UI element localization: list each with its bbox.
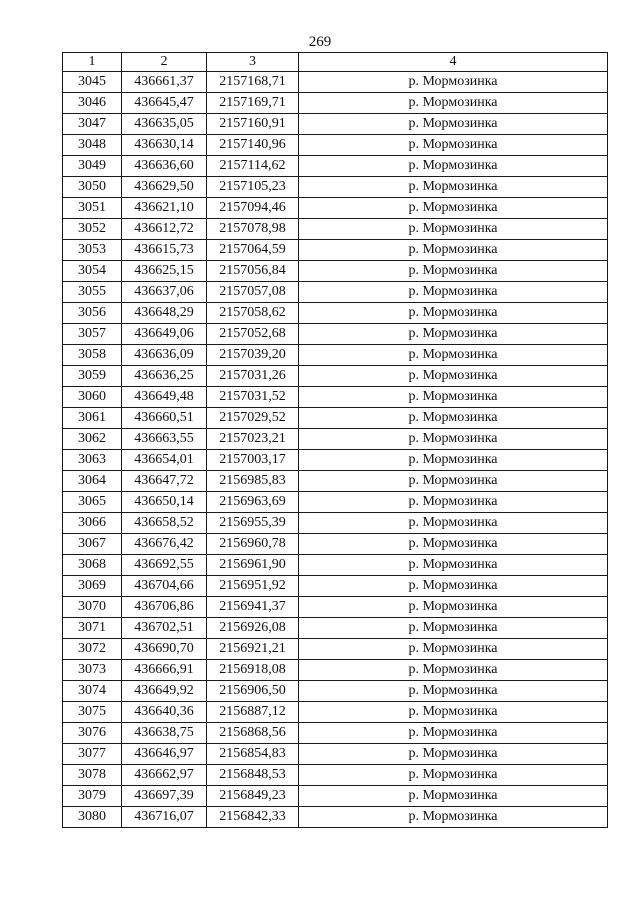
column-header-3: 3 (207, 53, 299, 72)
y-coordinate-cell: 2156854,83 (207, 744, 299, 765)
x-coordinate-cell: 436649,48 (122, 387, 207, 408)
point-number-cell: 3058 (63, 345, 122, 366)
x-coordinate-cell: 436646,97 (122, 744, 207, 765)
y-coordinate-cell: 2156887,12 (207, 702, 299, 723)
y-coordinate-cell: 2156985,83 (207, 471, 299, 492)
x-coordinate-cell: 436621,10 (122, 198, 207, 219)
point-number-cell: 3048 (63, 135, 122, 156)
y-coordinate-cell: 2156963,69 (207, 492, 299, 513)
x-coordinate-cell: 436649,06 (122, 324, 207, 345)
point-number-cell: 3067 (63, 534, 122, 555)
x-coordinate-cell: 436692,55 (122, 555, 207, 576)
y-coordinate-cell: 2156918,08 (207, 660, 299, 681)
x-coordinate-cell: 436649,92 (122, 681, 207, 702)
object-name-cell: р. Мормозинка (299, 156, 608, 177)
table-header (63, 53, 608, 72)
y-coordinate-cell: 2156921,21 (207, 639, 299, 660)
x-coordinate-cell: 436702,51 (122, 618, 207, 639)
point-number-cell: 3078 (63, 765, 122, 786)
object-name-cell: р. Мормозинка (299, 723, 608, 744)
object-name-cell: р. Мормозинка (299, 681, 608, 702)
table-row (63, 177, 608, 198)
y-coordinate-cell: 2156906,50 (207, 681, 299, 702)
table-row (63, 345, 608, 366)
table-row (63, 639, 608, 660)
point-number-cell: 3051 (63, 198, 122, 219)
y-coordinate-cell: 2157105,23 (207, 177, 299, 198)
column-header-4: 4 (299, 53, 608, 72)
header-row (63, 53, 608, 72)
object-name-cell: р. Мормозинка (299, 114, 608, 135)
table-row (63, 282, 608, 303)
table-row (63, 219, 608, 240)
object-name-cell: р. Мормозинка (299, 660, 608, 681)
point-number-cell: 3065 (63, 492, 122, 513)
table-row (63, 534, 608, 555)
object-name-cell: р. Мормозинка (299, 555, 608, 576)
y-coordinate-cell: 2156941,37 (207, 597, 299, 618)
y-coordinate-cell: 2156849,23 (207, 786, 299, 807)
table-row (63, 261, 608, 282)
y-coordinate-cell: 2156842,33 (207, 807, 299, 828)
page-number: 269 (308, 34, 332, 50)
point-number-cell: 3080 (63, 807, 122, 828)
object-name-cell: р. Мормозинка (299, 807, 608, 828)
point-number-cell: 3054 (63, 261, 122, 282)
object-name-cell: р. Мормозинка (299, 597, 608, 618)
x-coordinate-cell: 436676,42 (122, 534, 207, 555)
object-name-cell: р. Мормозинка (299, 513, 608, 534)
table-row (63, 156, 608, 177)
y-coordinate-cell: 2157057,08 (207, 282, 299, 303)
object-name-cell: р. Мормозинка (299, 135, 608, 156)
table-row (63, 93, 608, 114)
x-coordinate-cell: 436636,09 (122, 345, 207, 366)
table-row (63, 807, 608, 828)
object-name-cell: р. Мормозинка (299, 177, 608, 198)
x-coordinate-cell: 436638,75 (122, 723, 207, 744)
y-coordinate-cell: 2157029,52 (207, 408, 299, 429)
point-number-cell: 3076 (63, 723, 122, 744)
point-number-cell: 3049 (63, 156, 122, 177)
object-name-cell: р. Мормозинка (299, 303, 608, 324)
x-coordinate-cell: 436630,14 (122, 135, 207, 156)
y-coordinate-cell: 2157039,20 (207, 345, 299, 366)
x-coordinate-cell: 436648,29 (122, 303, 207, 324)
x-coordinate-cell: 436666,91 (122, 660, 207, 681)
y-coordinate-cell: 2156951,92 (207, 576, 299, 597)
column-header-1: 1 (63, 53, 122, 72)
y-coordinate-cell: 2157169,71 (207, 93, 299, 114)
x-coordinate-cell: 436658,52 (122, 513, 207, 534)
point-number-cell: 3074 (63, 681, 122, 702)
table-row (63, 450, 608, 471)
table-row (63, 597, 608, 618)
y-coordinate-cell: 2156961,90 (207, 555, 299, 576)
point-number-cell: 3050 (63, 177, 122, 198)
column-header-2: 2 (122, 53, 207, 72)
x-coordinate-cell: 436629,50 (122, 177, 207, 198)
point-number-cell: 3073 (63, 660, 122, 681)
point-number-cell: 3072 (63, 639, 122, 660)
object-name-cell: р. Мормозинка (299, 702, 608, 723)
table-row (63, 723, 608, 744)
table-row (63, 660, 608, 681)
y-coordinate-cell: 2157031,26 (207, 366, 299, 387)
table-row (63, 387, 608, 408)
object-name-cell: р. Мормозинка (299, 261, 608, 282)
x-coordinate-cell: 436647,72 (122, 471, 207, 492)
y-coordinate-cell: 2157031,52 (207, 387, 299, 408)
x-coordinate-cell: 436661,37 (122, 72, 207, 93)
coordinates-table (62, 52, 608, 828)
object-name-cell: р. Мормозинка (299, 744, 608, 765)
table-row (63, 366, 608, 387)
table-row (63, 471, 608, 492)
object-name-cell: р. Мормозинка (299, 576, 608, 597)
x-coordinate-cell: 436640,36 (122, 702, 207, 723)
y-coordinate-cell: 2157052,68 (207, 324, 299, 345)
y-coordinate-cell: 2157056,84 (207, 261, 299, 282)
x-coordinate-cell: 436615,73 (122, 240, 207, 261)
table-row (63, 198, 608, 219)
point-number-cell: 3059 (63, 366, 122, 387)
table-row (63, 513, 608, 534)
point-number-cell: 3046 (63, 93, 122, 114)
object-name-cell: р. Мормозинка (299, 72, 608, 93)
point-number-cell: 3079 (63, 786, 122, 807)
x-coordinate-cell: 436612,72 (122, 219, 207, 240)
x-coordinate-cell: 436636,60 (122, 156, 207, 177)
object-name-cell: р. Мормозинка (299, 408, 608, 429)
object-name-cell: р. Мормозинка (299, 240, 608, 261)
y-coordinate-cell: 2157094,46 (207, 198, 299, 219)
point-number-cell: 3057 (63, 324, 122, 345)
point-number-cell: 3071 (63, 618, 122, 639)
y-coordinate-cell: 2157023,21 (207, 429, 299, 450)
x-coordinate-cell: 436625,15 (122, 261, 207, 282)
point-number-cell: 3053 (63, 240, 122, 261)
point-number-cell: 3077 (63, 744, 122, 765)
y-coordinate-cell: 2157078,98 (207, 219, 299, 240)
object-name-cell: р. Мормозинка (299, 366, 608, 387)
point-number-cell: 3052 (63, 219, 122, 240)
object-name-cell: р. Мормозинка (299, 324, 608, 345)
x-coordinate-cell: 436663,55 (122, 429, 207, 450)
point-number-cell: 3056 (63, 303, 122, 324)
table-row (63, 618, 608, 639)
x-coordinate-cell: 436662,97 (122, 765, 207, 786)
table-row (63, 492, 608, 513)
point-number-cell: 3055 (63, 282, 122, 303)
table-row (63, 135, 608, 156)
x-coordinate-cell: 436654,01 (122, 450, 207, 471)
x-coordinate-cell: 436704,66 (122, 576, 207, 597)
table-row (63, 303, 608, 324)
object-name-cell: р. Мормозинка (299, 282, 608, 303)
object-name-cell: р. Мормозинка (299, 786, 608, 807)
point-number-cell: 3060 (63, 387, 122, 408)
y-coordinate-cell: 2156926,08 (207, 618, 299, 639)
table-row (63, 240, 608, 261)
point-number-cell: 3068 (63, 555, 122, 576)
x-coordinate-cell: 436716,07 (122, 807, 207, 828)
y-coordinate-cell: 2157064,59 (207, 240, 299, 261)
y-coordinate-cell: 2157168,71 (207, 72, 299, 93)
table-row (63, 702, 608, 723)
object-name-cell: р. Мормозинка (299, 93, 608, 114)
x-coordinate-cell: 436645,47 (122, 93, 207, 114)
object-name-cell: р. Мормозинка (299, 492, 608, 513)
object-name-cell: р. Мормозинка (299, 429, 608, 450)
point-number-cell: 3063 (63, 450, 122, 471)
y-coordinate-cell: 2156868,56 (207, 723, 299, 744)
object-name-cell: р. Мормозинка (299, 618, 608, 639)
table-row (63, 744, 608, 765)
point-number-cell: 3064 (63, 471, 122, 492)
table-row (63, 765, 608, 786)
object-name-cell: р. Мормозинка (299, 639, 608, 660)
y-coordinate-cell: 2156848,53 (207, 765, 299, 786)
object-name-cell: р. Мормозинка (299, 345, 608, 366)
table-row (63, 786, 608, 807)
x-coordinate-cell: 436697,39 (122, 786, 207, 807)
point-number-cell: 3045 (63, 72, 122, 93)
point-number-cell: 3066 (63, 513, 122, 534)
object-name-cell: р. Мормозинка (299, 198, 608, 219)
x-coordinate-cell: 436706,86 (122, 597, 207, 618)
point-number-cell: 3047 (63, 114, 122, 135)
table-row (63, 114, 608, 135)
point-number-cell: 3061 (63, 408, 122, 429)
object-name-cell: р. Мормозинка (299, 471, 608, 492)
table-row (63, 576, 608, 597)
x-coordinate-cell: 436636,25 (122, 366, 207, 387)
y-coordinate-cell: 2157140,96 (207, 135, 299, 156)
y-coordinate-cell: 2156960,78 (207, 534, 299, 555)
table-row (63, 324, 608, 345)
x-coordinate-cell: 436650,14 (122, 492, 207, 513)
x-coordinate-cell: 436635,05 (122, 114, 207, 135)
y-coordinate-cell: 2157114,62 (207, 156, 299, 177)
object-name-cell: р. Мормозинка (299, 219, 608, 240)
x-coordinate-cell: 436637,06 (122, 282, 207, 303)
x-coordinate-cell: 436660,51 (122, 408, 207, 429)
point-number-cell: 3062 (63, 429, 122, 450)
table-row (63, 681, 608, 702)
point-number-cell: 3069 (63, 576, 122, 597)
table-body (63, 72, 608, 828)
table-row (63, 429, 608, 450)
y-coordinate-cell: 2156955,39 (207, 513, 299, 534)
y-coordinate-cell: 2157160,91 (207, 114, 299, 135)
y-coordinate-cell: 2157003,17 (207, 450, 299, 471)
point-number-cell: 3070 (63, 597, 122, 618)
object-name-cell: р. Мормозинка (299, 534, 608, 555)
object-name-cell: р. Мормозинка (299, 387, 608, 408)
point-number-cell: 3075 (63, 702, 122, 723)
object-name-cell: р. Мормозинка (299, 450, 608, 471)
table-row (63, 72, 608, 93)
object-name-cell: р. Мормозинка (299, 765, 608, 786)
y-coordinate-cell: 2157058,62 (207, 303, 299, 324)
table-row (63, 408, 608, 429)
table-row (63, 555, 608, 576)
x-coordinate-cell: 436690,70 (122, 639, 207, 660)
